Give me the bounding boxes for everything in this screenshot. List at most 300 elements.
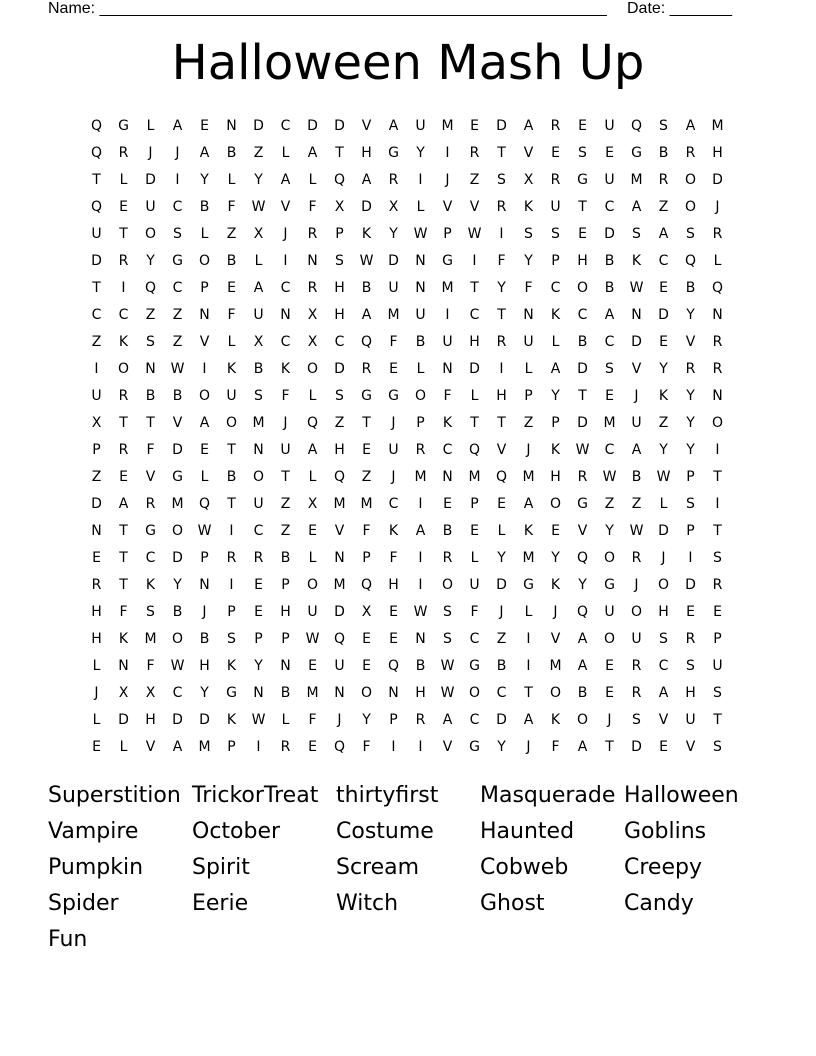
- grid-letter: A: [685, 118, 696, 134]
- grid-letter: O: [711, 415, 724, 431]
- grid-letter: N: [145, 361, 156, 377]
- grid-letter: D: [685, 577, 696, 593]
- grid-letter: Z: [361, 469, 372, 485]
- grid-letter: E: [497, 496, 506, 512]
- grid-letter: D: [631, 739, 642, 755]
- grid-letter: W: [170, 658, 185, 674]
- grid-letter: K: [145, 577, 156, 593]
- grid-letter: S: [686, 658, 695, 674]
- grid-letter: E: [362, 442, 371, 458]
- grid-letter: H: [280, 604, 291, 620]
- grid-letter: I: [121, 280, 126, 296]
- grid-letter: A: [118, 496, 129, 512]
- grid-row: [83, 329, 743, 356]
- grid-letter: A: [604, 307, 615, 323]
- grid-letter: C: [172, 199, 183, 215]
- grid-letter: K: [550, 577, 561, 593]
- grid-letter: W: [440, 685, 455, 701]
- grid-letter: D: [496, 712, 507, 728]
- grid-letter: F: [524, 280, 533, 296]
- grid-letter: A: [307, 145, 318, 161]
- grid-letter: T: [470, 280, 479, 296]
- grid-letter: Q: [711, 280, 724, 296]
- word-bank-row: [48, 924, 768, 960]
- grid-letter: S: [443, 631, 452, 647]
- grid-letter: K: [388, 523, 399, 539]
- grid-letter: M: [252, 415, 265, 431]
- grid-letter: R: [118, 253, 129, 269]
- grid-letter: E: [605, 658, 614, 674]
- grid-letter: L: [416, 361, 425, 377]
- grid-letter: P: [551, 415, 560, 431]
- grid-letter: G: [388, 388, 399, 404]
- grid-letter: C: [496, 685, 507, 701]
- grid-letter: C: [334, 334, 345, 350]
- grid-letter: D: [604, 226, 615, 242]
- grid-letter: L: [119, 172, 128, 188]
- grid-letter: C: [118, 307, 129, 323]
- grid-letter: V: [280, 199, 291, 215]
- grid-letter: W: [656, 469, 671, 485]
- grid-letter: D: [145, 172, 156, 188]
- grid-letter: X: [145, 685, 156, 701]
- grid-letter: F: [227, 199, 236, 215]
- grid-row: [83, 356, 743, 383]
- grid-letter: L: [470, 388, 479, 404]
- grid-letter: W: [251, 712, 266, 728]
- grid-letter: T: [713, 469, 722, 485]
- word-bank-item: October: [192, 819, 281, 844]
- grid-letter: M: [198, 739, 211, 755]
- grid-letter: Z: [334, 415, 345, 431]
- grid-letter: K: [523, 199, 534, 215]
- grid-letter: O: [549, 496, 562, 512]
- grid-letter: T: [578, 388, 587, 404]
- grid-letter: U: [388, 280, 399, 296]
- grid-letter: G: [469, 658, 480, 674]
- grid-letter: D: [172, 442, 183, 458]
- grid-letter: J: [337, 712, 342, 728]
- grid-letter: C: [550, 280, 561, 296]
- grid-row: [83, 221, 743, 248]
- grid-letter: L: [497, 523, 506, 539]
- grid-letter: P: [470, 496, 479, 512]
- grid-letter: K: [523, 523, 534, 539]
- grid-letter: T: [92, 280, 101, 296]
- grid-letter: Y: [389, 226, 398, 242]
- grid-letter: R: [685, 145, 696, 161]
- grid-letter: K: [631, 253, 642, 269]
- grid-letter: U: [415, 307, 426, 323]
- word-search-grid: [83, 113, 743, 761]
- grid-letter: S: [173, 226, 182, 242]
- grid-letter: J: [175, 145, 180, 161]
- grid-letter: A: [577, 658, 588, 674]
- grid-letter: R: [118, 145, 129, 161]
- grid-letter: N: [712, 388, 723, 404]
- grid-letter: Y: [551, 388, 560, 404]
- grid-letter: D: [496, 118, 507, 134]
- grid-letter: A: [523, 496, 534, 512]
- grid-letter: R: [658, 172, 669, 188]
- grid-letter: B: [496, 658, 507, 674]
- grid-letter: P: [227, 739, 236, 755]
- grid-letter: T: [470, 415, 479, 431]
- grid-letter: L: [416, 199, 425, 215]
- grid-letter: K: [280, 361, 291, 377]
- grid-letter: I: [175, 172, 180, 188]
- grid-letter: V: [145, 469, 156, 485]
- word-bank-item: Creepy: [624, 855, 702, 880]
- grid-letter: N: [442, 361, 453, 377]
- grid-letter: R: [280, 739, 291, 755]
- grid-letter: U: [145, 199, 156, 215]
- grid-letter: N: [199, 307, 210, 323]
- grid-letter: W: [359, 253, 374, 269]
- grid-letter: L: [551, 334, 560, 350]
- grid-letter: J: [634, 388, 639, 404]
- grid-letter: B: [604, 280, 615, 296]
- grid-letter: T: [227, 442, 236, 458]
- grid-letter: I: [418, 172, 423, 188]
- grid-letter: B: [280, 685, 291, 701]
- grid-letter: C: [604, 334, 615, 350]
- grid-letter: J: [553, 604, 558, 620]
- grid-letter: S: [632, 712, 641, 728]
- grid-letter: L: [281, 145, 290, 161]
- word-bank-row: [48, 780, 768, 816]
- grid-letter: I: [202, 361, 207, 377]
- grid-letter: N: [442, 469, 453, 485]
- grid-letter: M: [387, 307, 400, 323]
- grid-letter: I: [256, 739, 261, 755]
- grid-letter: H: [658, 604, 669, 620]
- word-bank-item: Costume: [336, 819, 434, 844]
- grid-letter: D: [253, 118, 264, 134]
- grid-letter: N: [91, 523, 102, 539]
- grid-row: [83, 599, 743, 626]
- grid-letter: N: [307, 253, 318, 269]
- grid-letter: X: [523, 172, 534, 188]
- grid-letter: S: [713, 739, 722, 755]
- grid-letter: O: [252, 469, 265, 485]
- grid-letter: I: [688, 550, 693, 566]
- grid-letter: M: [360, 496, 373, 512]
- grid-letter: G: [523, 577, 534, 593]
- grid-row: [83, 734, 743, 761]
- grid-letter: R: [550, 118, 561, 134]
- grid-letter: F: [146, 658, 155, 674]
- grid-letter: M: [414, 469, 427, 485]
- grid-letter: P: [443, 226, 452, 242]
- grid-letter: P: [281, 631, 290, 647]
- grid-letter: V: [361, 118, 372, 134]
- grid-row: [83, 437, 743, 464]
- grid-letter: C: [604, 199, 615, 215]
- grid-letter: L: [146, 118, 155, 134]
- grid-row: [83, 113, 743, 140]
- grid-letter: O: [441, 577, 454, 593]
- grid-letter: U: [91, 226, 102, 242]
- grid-letter: W: [575, 442, 590, 458]
- grid-letter: L: [713, 253, 722, 269]
- grid-letter: B: [577, 685, 588, 701]
- grid-letter: D: [91, 253, 102, 269]
- grid-letter: P: [227, 604, 236, 620]
- name-field-line: Name: _________________________________________________________: [48, 0, 607, 17]
- grid-letter: Z: [631, 496, 642, 512]
- grid-letter: S: [146, 604, 155, 620]
- grid-letter: K: [226, 361, 237, 377]
- grid-letter: P: [713, 631, 722, 647]
- word-bank-item: Halloween: [624, 783, 739, 808]
- grid-letter: Y: [659, 442, 668, 458]
- grid-letter: R: [631, 685, 642, 701]
- grid-letter: T: [362, 415, 371, 431]
- grid-letter: Z: [91, 334, 102, 350]
- grid-letter: N: [388, 685, 399, 701]
- grid-letter: I: [445, 145, 450, 161]
- grid-letter: Y: [605, 523, 614, 539]
- grid-letter: R: [496, 199, 507, 215]
- grid-letter: C: [253, 523, 264, 539]
- grid-letter: Q: [576, 604, 589, 620]
- grid-letter: E: [362, 658, 371, 674]
- word-bank-row: [48, 852, 768, 888]
- grid-letter: A: [523, 118, 534, 134]
- grid-letter: B: [199, 631, 210, 647]
- grid-letter: J: [661, 550, 666, 566]
- grid-letter: A: [307, 442, 318, 458]
- grid-letter: P: [416, 415, 425, 431]
- grid-letter: H: [199, 658, 210, 674]
- grid-letter: U: [712, 658, 723, 674]
- grid-letter: M: [441, 118, 454, 134]
- word-bank-item: TrickorTreat: [192, 783, 319, 808]
- grid-letter: O: [225, 415, 238, 431]
- grid-letter: I: [526, 631, 531, 647]
- grid-letter: G: [118, 118, 129, 134]
- grid-letter: G: [145, 523, 156, 539]
- grid-letter: V: [577, 523, 588, 539]
- grid-letter: T: [335, 145, 344, 161]
- grid-letter: T: [119, 550, 128, 566]
- grid-letter: A: [280, 172, 291, 188]
- grid-letter: Q: [360, 577, 373, 593]
- grid-row: [83, 275, 743, 302]
- grid-letter: D: [388, 253, 399, 269]
- grid-letter: W: [413, 226, 428, 242]
- grid-row: [83, 626, 743, 653]
- grid-letter: F: [443, 388, 452, 404]
- grid-letter: E: [578, 226, 587, 242]
- grid-letter: Q: [387, 658, 400, 674]
- grid-letter: T: [119, 523, 128, 539]
- word-bank-row: [48, 888, 768, 924]
- grid-letter: K: [658, 388, 669, 404]
- grid-letter: F: [497, 253, 506, 269]
- grid-letter: P: [200, 550, 209, 566]
- grid-letter: S: [524, 226, 533, 242]
- grid-letter: Q: [90, 145, 103, 161]
- grid-letter: A: [172, 739, 183, 755]
- grid-letter: P: [686, 523, 695, 539]
- grid-letter: S: [632, 226, 641, 242]
- grid-letter: I: [418, 577, 423, 593]
- grid-letter: I: [499, 361, 504, 377]
- grid-letter: O: [144, 226, 157, 242]
- grid-letter: K: [118, 631, 129, 647]
- grid-letter: D: [118, 712, 129, 728]
- grid-letter: O: [171, 523, 184, 539]
- grid-letter: A: [631, 199, 642, 215]
- grid-letter: Q: [90, 199, 103, 215]
- grid-letter: W: [413, 604, 428, 620]
- grid-letter: X: [334, 199, 345, 215]
- grid-letter: X: [253, 226, 264, 242]
- grid-letter: S: [578, 145, 587, 161]
- grid-letter: Y: [686, 307, 695, 323]
- grid-letter: D: [334, 118, 345, 134]
- grid-letter: A: [388, 118, 399, 134]
- grid-letter: P: [551, 253, 560, 269]
- grid-letter: A: [199, 145, 210, 161]
- grid-letter: K: [442, 415, 453, 431]
- grid-letter: V: [685, 334, 696, 350]
- grid-letter: R: [361, 361, 372, 377]
- grid-letter: R: [118, 388, 129, 404]
- grid-letter: J: [715, 199, 720, 215]
- grid-letter: V: [442, 199, 453, 215]
- grid-letter: U: [604, 118, 615, 134]
- grid-letter: O: [549, 685, 562, 701]
- word-bank-item: Scream: [336, 855, 420, 880]
- grid-letter: H: [685, 685, 696, 701]
- grid-letter: M: [549, 658, 562, 674]
- grid-letter: L: [227, 334, 236, 350]
- grid-letter: M: [711, 118, 724, 134]
- grid-letter: I: [445, 307, 450, 323]
- grid-letter: S: [605, 361, 614, 377]
- grid-letter: A: [577, 739, 588, 755]
- grid-letter: E: [119, 469, 128, 485]
- grid-letter: D: [172, 550, 183, 566]
- grid-letter: F: [119, 604, 128, 620]
- grid-letter: Y: [524, 253, 533, 269]
- grid-letter: N: [253, 685, 264, 701]
- grid-letter: M: [333, 496, 346, 512]
- word-bank-item: Vampire: [48, 819, 139, 844]
- grid-row: [83, 545, 743, 572]
- grid-letter: F: [146, 442, 155, 458]
- grid-letter: E: [200, 442, 209, 458]
- grid-letter: P: [335, 226, 344, 242]
- grid-letter: W: [629, 280, 644, 296]
- grid-letter: X: [307, 307, 318, 323]
- grid-letter: B: [226, 469, 237, 485]
- grid-letter: H: [334, 307, 345, 323]
- grid-letter: Q: [333, 739, 346, 755]
- grid-letter: X: [388, 199, 399, 215]
- grid-letter: P: [200, 280, 209, 296]
- grid-letter: G: [469, 739, 480, 755]
- grid-letter: S: [659, 118, 668, 134]
- grid-letter: T: [146, 415, 155, 431]
- grid-letter: A: [172, 118, 183, 134]
- grid-letter: F: [470, 604, 479, 620]
- grid-letter: E: [659, 280, 668, 296]
- grid-letter: Z: [496, 631, 507, 647]
- grid-letter: G: [631, 145, 642, 161]
- grid-letter: V: [631, 361, 642, 377]
- grid-letter: N: [712, 307, 723, 323]
- grid-letter: B: [199, 199, 210, 215]
- grid-letter: V: [145, 739, 156, 755]
- grid-letter: E: [443, 496, 452, 512]
- grid-letter: F: [551, 739, 560, 755]
- grid-letter: Z: [145, 307, 156, 323]
- grid-letter: S: [686, 496, 695, 512]
- grid-letter: D: [577, 415, 588, 431]
- grid-letter: P: [362, 550, 371, 566]
- grid-letter: M: [441, 280, 454, 296]
- grid-letter: L: [308, 172, 317, 188]
- grid-letter: T: [497, 145, 506, 161]
- grid-letter: W: [467, 226, 482, 242]
- grid-letter: T: [497, 307, 506, 323]
- grid-letter: J: [202, 604, 207, 620]
- grid-letter: J: [499, 604, 504, 620]
- grid-letter: B: [145, 388, 156, 404]
- grid-letter: G: [172, 469, 183, 485]
- grid-letter: R: [712, 577, 723, 593]
- grid-letter: Z: [523, 415, 534, 431]
- grid-letter: X: [361, 604, 372, 620]
- grid-letter: Z: [226, 226, 237, 242]
- grid-letter: L: [281, 712, 290, 728]
- grid-letter: I: [229, 523, 234, 539]
- grid-letter: F: [362, 739, 371, 755]
- grid-letter: G: [226, 685, 237, 701]
- word-bank-item: Spider: [48, 891, 119, 916]
- grid-letter: A: [550, 361, 561, 377]
- grid-letter: R: [415, 442, 426, 458]
- grid-letter: V: [685, 739, 696, 755]
- grid-letter: S: [146, 334, 155, 350]
- grid-letter: Y: [686, 415, 695, 431]
- grid-letter: L: [254, 253, 263, 269]
- grid-letter: E: [119, 199, 128, 215]
- grid-letter: H: [145, 712, 156, 728]
- grid-letter: X: [118, 685, 129, 701]
- grid-letter: D: [658, 307, 669, 323]
- grid-letter: D: [496, 577, 507, 593]
- grid-letter: C: [280, 334, 291, 350]
- grid-letter: D: [334, 604, 345, 620]
- grid-letter: M: [468, 469, 481, 485]
- grid-letter: H: [469, 334, 480, 350]
- grid-letter: I: [715, 442, 720, 458]
- grid-letter: U: [604, 172, 615, 188]
- grid-letter: E: [470, 118, 479, 134]
- grid-letter: R: [226, 550, 237, 566]
- grid-letter: B: [685, 280, 696, 296]
- grid-letter: S: [659, 631, 668, 647]
- grid-letter: Y: [497, 280, 506, 296]
- grid-letter: Z: [172, 307, 183, 323]
- grid-letter: Y: [686, 388, 695, 404]
- grid-letter: I: [94, 361, 99, 377]
